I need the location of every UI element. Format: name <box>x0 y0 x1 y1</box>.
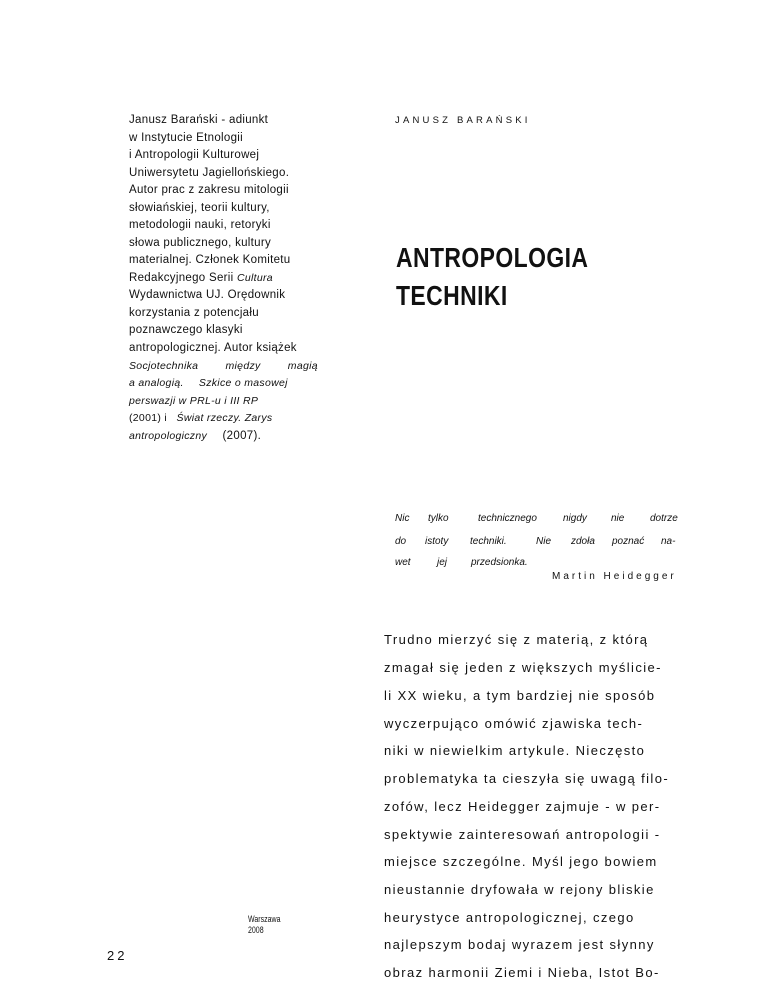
motto-word: poznać <box>612 536 645 547</box>
book-word: a analogią. <box>129 377 184 389</box>
motto-word: istoty <box>425 536 449 547</box>
body-line: heurystyce antropologicznej, czego <box>384 910 635 925</box>
motto-word: jej <box>437 557 448 568</box>
book1-title-line <box>129 361 318 372</box>
bio-line: w Instytucie Etnologii <box>129 132 243 144</box>
year: 2008 <box>248 925 264 935</box>
body-line: miejsce szczególne. Myśl jego bowiem <box>384 854 658 869</box>
motto-word: nie <box>611 513 625 524</box>
motto-word: nigdy <box>563 513 587 524</box>
bio-line: słowa publicznego, kultury <box>129 237 272 249</box>
book-word: Socjotechnika <box>129 360 199 372</box>
bio-line: materialnej. Członek Komitetu <box>129 254 291 266</box>
body-line: wyczerpująco omówić zjawiska tech- <box>384 716 644 731</box>
author-heading: JANUSZ BARAŃSKI <box>395 115 531 126</box>
body-line: nieustannie dryfowała w rejony bliskie <box>384 882 655 897</box>
motto-word: Nic <box>395 513 410 524</box>
book1-title-line <box>129 378 288 389</box>
motto-word: do <box>395 536 407 547</box>
motto-word: tylko <box>428 513 449 524</box>
book2-title-end: antropologiczny <box>129 430 208 442</box>
body-line: li XX wieku, a tym bardziej nie sposób <box>384 688 656 703</box>
bio-line: Autor prac z zakresu mitologii <box>129 184 289 196</box>
book1-year: (2001) i <box>129 412 168 424</box>
bio-line: Wydawnictwa UJ. Orędownik <box>129 289 286 301</box>
motto-word: dotrze <box>650 513 678 524</box>
motto-word: przedsionka. <box>471 557 528 568</box>
body-line: niki w niewielkim artykule. Nieczęsto <box>384 743 646 758</box>
body-line: Trudno mierzyć się z materią, z którą <box>384 632 649 647</box>
body-line: problematyka ta cieszyła się uwagą filo- <box>384 771 670 786</box>
bio-line <box>129 273 273 285</box>
bio-line <box>129 431 261 443</box>
motto-word: technicznego <box>478 513 537 524</box>
page-number: 22 <box>107 948 128 963</box>
bio-line: i Antropologii Kulturowej <box>129 149 260 161</box>
bio-line: poznawczego klasyki <box>129 324 243 336</box>
body-line: obraz harmonii Ziemi i Nieba, Istot Bo- <box>384 965 660 980</box>
bio-text: Redakcyjnego Serii <box>129 272 234 284</box>
bio-line <box>129 413 272 425</box>
article-title: TECHNIKI <box>396 280 508 311</box>
motto-word: Nie <box>536 536 552 547</box>
body-line: zmagał się jeden z większych myślicie- <box>384 660 662 675</box>
book-word: Szkice o masowej <box>198 377 288 389</box>
book-word: między <box>225 360 261 372</box>
motto-word: na- <box>661 536 676 547</box>
book2-title: Świat rzeczy. Zarys <box>176 412 273 424</box>
motto-word: zdoła <box>571 536 595 547</box>
bio-line: Uniwersytetu Jagiellońskiego. <box>129 167 290 179</box>
book-word: magią <box>287 360 318 372</box>
motto-author: Martin Heidegger <box>552 571 677 582</box>
bio-line: Janusz Barański - adiunkt <box>129 114 269 126</box>
body-line: najlepszym bodaj wyrazem jest słynny <box>384 937 655 952</box>
body-line: zofów, lecz Heidegger zajmuje - w per- <box>384 799 661 814</box>
place: Warszawa <box>248 914 281 924</box>
book2-year: (2007). <box>222 430 262 442</box>
motto-word: techniki. <box>470 536 507 547</box>
article-title: ANTROPOLOGIA <box>396 242 589 273</box>
bio-line: słowiańskiej, teorii kultury, <box>129 202 270 214</box>
bio-line: antropologicznej. Autor książek <box>129 342 297 354</box>
motto-word: wet <box>395 557 411 568</box>
bio-line: metodologii nauki, retoryki <box>129 219 271 231</box>
series-name: Cultura <box>236 272 273 284</box>
bio-line: korzystania z potencjału <box>129 307 259 319</box>
book1-title-line: perswazji w PRL-u i III RP <box>129 395 259 407</box>
body-line: spektywie zainteresowań antropologii - <box>384 827 661 842</box>
